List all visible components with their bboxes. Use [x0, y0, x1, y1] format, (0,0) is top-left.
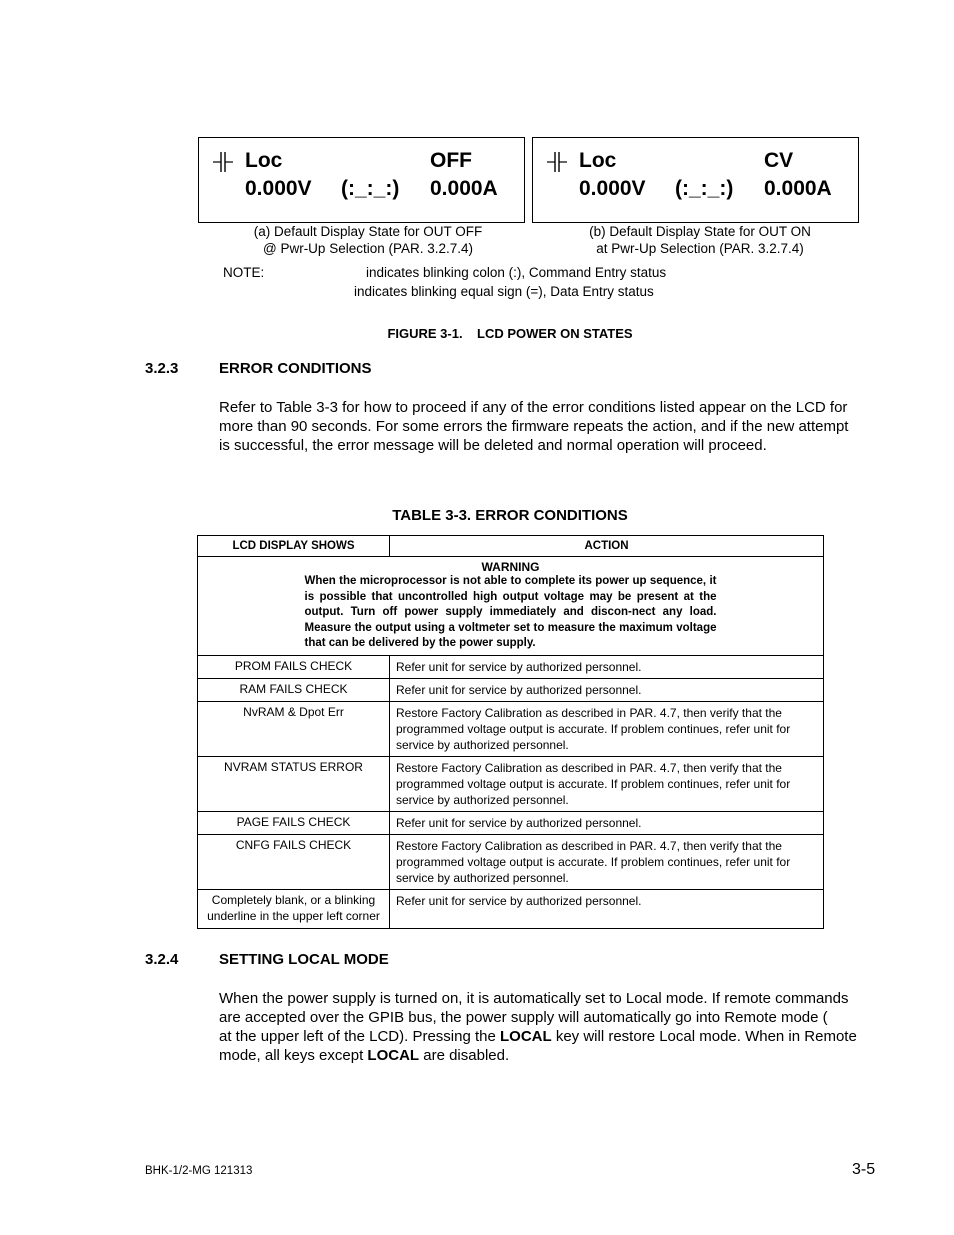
- table-row: [198, 701, 824, 756]
- lcd-status-colons: (:_:_:): [675, 177, 734, 200]
- action-cell: Refer unit for service by authorized personnel.: [390, 655, 824, 678]
- section-title: SETTING LOCAL MODE: [219, 951, 389, 968]
- lcd-output-state: CV: [764, 149, 794, 172]
- lcd-display-out-on: [532, 137, 859, 223]
- lcd-mode: Loc: [245, 149, 283, 172]
- table-row: [198, 811, 824, 834]
- column-header: ACTION: [390, 536, 824, 557]
- figure-title: FIGURE 3-1. LCD POWER ON STATES: [387, 326, 633, 341]
- lcd-mode: Loc: [579, 149, 617, 172]
- section-title: ERROR CONDITIONS: [219, 360, 372, 377]
- caption-b: (b) Default Display State for OUT ON at Pwr-Up Selection (PAR. 3.2.7.4): [589, 224, 811, 256]
- lcd-voltage: 0.000V: [245, 177, 312, 200]
- action-cell: Restore Factory Calibration as described in PAR. 4.7, then verify that the programmed voltage output is accurate. If problem continues, refer unit for service by authorized personnel.: [390, 756, 824, 811]
- column-header: LCD DISPLAY SHOWS: [198, 536, 390, 557]
- table-header-row: [198, 536, 824, 557]
- display-cell: NVRAM STATUS ERROR: [198, 756, 390, 811]
- local-key-name: LOCAL: [367, 1047, 420, 1064]
- action-cell: Restore Factory Calibration as described in PAR. 4.7, then verify that the programmed voltage output is accurate. If problem continues, refer unit for service by authorized personnel.: [390, 701, 824, 756]
- lcd-output-state: OFF: [430, 149, 472, 172]
- table-row: [198, 655, 824, 678]
- warning-row: [198, 557, 824, 656]
- local-mode-paragraph: When the power supply is turned on, it is automatically set to Local mode. If remote commands are accepted over the GPIB bus, the power supply will automatically go into Remote mode ( at the upper left of the LCD). Pressing the LOCAL key will restore Local mode. When in Remote mode, all keys except LOCAL are disabled.: [219, 990, 857, 1064]
- document-id: BHK-1/2-MG 121313: [145, 1165, 253, 1177]
- section-number: 3.2.3: [145, 360, 179, 377]
- page-number: 3-5: [852, 1161, 876, 1178]
- display-cell: NvRAM & Dpot Err: [198, 701, 390, 756]
- local-mode-icon: [213, 150, 233, 174]
- lcd-voltage: 0.000V: [579, 177, 646, 200]
- display-cell: PROM FAILS CHECK: [198, 655, 390, 678]
- lcd-current: 0.000A: [430, 177, 498, 200]
- lcd-status-colons: (:_:_:): [341, 177, 400, 200]
- note-line-2: indicates blinking equal sign (=), Data Entry status: [354, 284, 654, 299]
- error-conditions-paragraph: Refer to Table 3-3 for how to proceed if any of the error conditions listed appear on the LCD for more than 90 seconds. For some errors the firmware repeats the action, and if the new attempt is successful, the error message will be deleted and normal operation will proceed.: [219, 399, 849, 454]
- table-row: [198, 756, 824, 811]
- action-cell: Refer unit for service by authorized personnel.: [390, 811, 824, 834]
- action-cell: Refer unit for service by authorized personnel.: [390, 889, 824, 928]
- note-line-1: indicates blinking colon (:), Command Entry status: [366, 265, 667, 280]
- table-row: [198, 889, 824, 928]
- lcd-display-out-off: [198, 137, 525, 223]
- display-cell: RAM FAILS CHECK: [198, 678, 390, 701]
- caption-a: (a) Default Display State for OUT OFF @ Pwr-Up Selection (PAR. 3.2.7.4): [253, 224, 483, 256]
- local-key-name: LOCAL: [500, 1028, 552, 1045]
- warning-title: WARNING: [481, 560, 540, 574]
- local-mode-icon: [547, 150, 567, 174]
- action-cell: Restore Factory Calibration as described in PAR. 4.7, then verify that the programmed voltage output is accurate. If problem continues, refer unit for service by authorized personnel.: [390, 834, 824, 889]
- table-row: [198, 834, 824, 889]
- error-conditions-table: [197, 535, 824, 929]
- action-cell: Refer unit for service by authorized personnel.: [390, 678, 824, 701]
- section-number: 3.2.4: [145, 951, 179, 968]
- display-cell: CNFG FAILS CHECK: [198, 834, 390, 889]
- warning-text: When the microprocessor is not able to complete its power up sequence, it is possible that uncontrolled high output voltage may be present at the output. Turn off power supply immediately and discon-nect any load. Measure the output using a voltmeter set to measure the maximum voltage that can be delivered by the power supply.: [304, 575, 717, 649]
- note-label: NOTE:: [223, 265, 265, 280]
- display-cell: Completely blank, or a blinking underline in the upper left corner: [198, 889, 390, 928]
- lcd-current: 0.000A: [764, 177, 832, 200]
- table-title: TABLE 3-3. ERROR CONDITIONS: [392, 507, 628, 524]
- display-cell: PAGE FAILS CHECK: [198, 811, 390, 834]
- table-row: [198, 678, 824, 701]
